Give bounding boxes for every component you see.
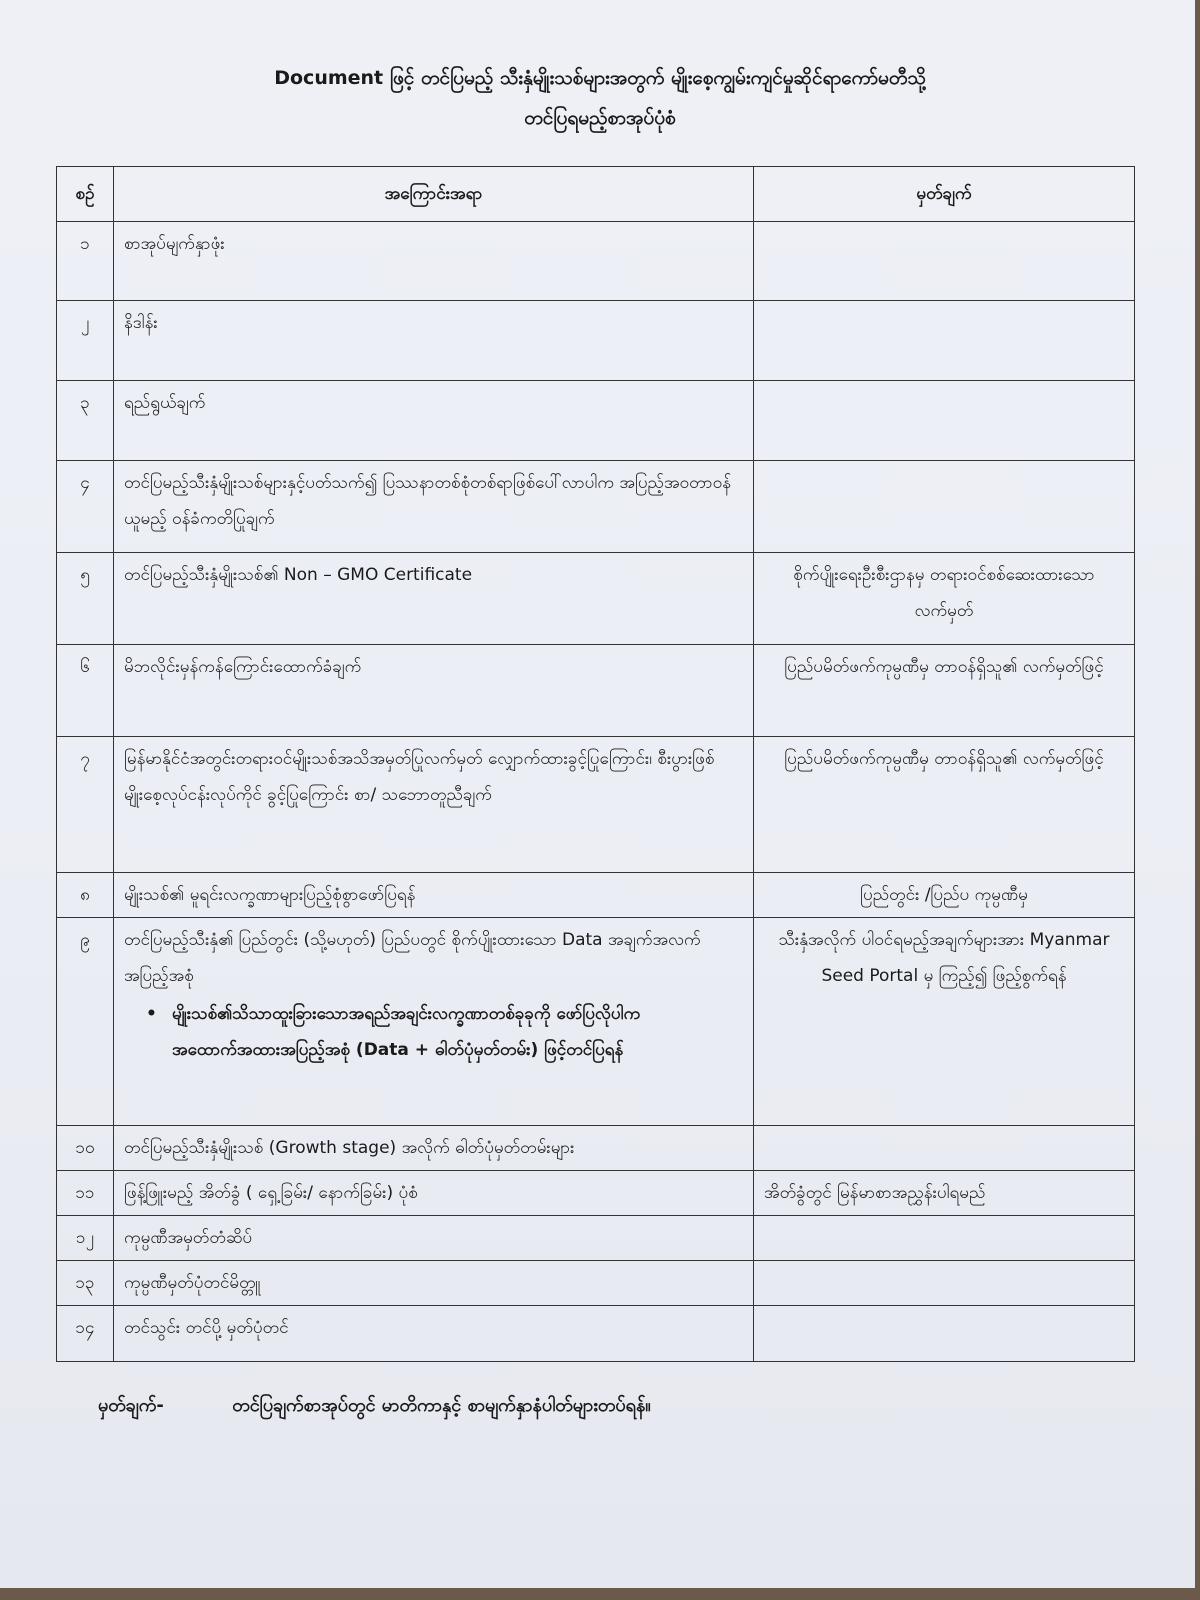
bullet-item xyxy=(146,996,743,1068)
row-remark: ပြည်တွင်း /ပြည်ပ ကုမ္ပဏီမှ xyxy=(754,873,1135,918)
row-subject: ဖြန့်ဖြူးမည့် အိတ်ခွံ ( ရှေ့ခြမ်း/ နောက်ခြမ်း) ပုံစံ xyxy=(114,1171,754,1216)
title-line-1: Document ဖြင့် တင်ပြမည့် သီးနှံမျိုးသစ်များအတွက် မျိုးစေ့ကျွမ်းကျင်မှုဆိုင်ရာကော်မတီသို့ xyxy=(274,67,926,89)
table-row xyxy=(57,645,1135,737)
row-no: ၁၁ xyxy=(57,1171,114,1216)
row-remark xyxy=(754,301,1135,381)
header-remark: မှတ်ချက် xyxy=(754,167,1135,222)
title-line-2: တင်ပြရမည့်စာအုပ်ပုံစံ xyxy=(524,107,676,129)
row-subject: မိဘလိုင်းမှန်ကန်ကြောင်းထောက်ခံချက် xyxy=(114,645,754,737)
row-subject: တင်ပြမည့်သီးနှံမျိုးသစ်များနှင့်ပတ်သက်၍ ပြဿနာတစ်စုံတစ်ရာဖြစ်ပေါ်လာပါက အပြည့်အဝတာဝန်ယူမည့် ဝန်ခံကတိပြုချက် xyxy=(114,461,754,553)
row-no: ၁၄ xyxy=(57,1306,114,1362)
row-remark xyxy=(754,1261,1135,1306)
header-subject: အကြောင်းအရာ xyxy=(114,167,754,222)
row-no: ၂ xyxy=(57,301,114,381)
footer-note xyxy=(98,1393,651,1420)
row-no: ၆ xyxy=(57,645,114,737)
row-subject: ရည်ရွယ်ချက် xyxy=(114,381,754,461)
table-row xyxy=(57,1126,1135,1171)
row-subject-cell xyxy=(114,918,754,1126)
note-text: တင်ပြချက်စာအုပ်တွင် မာတိကာနှင့် စာမျက်နှာနံပါတ်များတပ်ရန်။ xyxy=(232,1395,651,1416)
bullet-text: မျိုးသစ်၏သိသာထူးခြားသောအရည်အချင်းလက္ခဏာတစ်ခုခုကို ဖော်ပြလိုပါက အထောက်အထားအပြည့်အစုံ (Data + ဓါတ်ပုံမှတ်တမ်း) ဖြင့်တင်ပြရန် xyxy=(172,1004,641,1060)
table-row xyxy=(57,381,1135,461)
row-subject: စာအုပ်မျက်နှာဖုံး xyxy=(114,222,754,301)
row-no: ၁၃ xyxy=(57,1261,114,1306)
note-label: မှတ်ချက်- xyxy=(98,1395,164,1416)
row-subject: တင်ပြမည့်သီးနှံမျိုးသစ်၏ Non – GMO Certificate xyxy=(114,553,754,645)
row-no: ၁ xyxy=(57,222,114,301)
row-no: ၃ xyxy=(57,381,114,461)
row-subject: နိဒါန်း xyxy=(114,301,754,381)
table-row xyxy=(57,1171,1135,1216)
table-row xyxy=(57,1306,1135,1362)
row-remark xyxy=(754,1126,1135,1171)
row-subject: ကုမ္ပဏီမှတ်ပုံတင်မိတ္တူ xyxy=(114,1261,754,1306)
document-title xyxy=(0,58,1200,138)
row-no: ၇ xyxy=(57,737,114,873)
table-row xyxy=(57,737,1135,873)
table-row xyxy=(57,918,1135,1126)
row-subject: တင်ပြမည့်သီးနှံမျိုးသစ် (Growth stage) အလိုက် ဓါတ်ပုံမှတ်တမ်းများ xyxy=(114,1126,754,1171)
table-row xyxy=(57,873,1135,918)
row-remark: အိတ်ခွံတွင် မြန်မာစာအညွှန်းပါရမည် xyxy=(754,1171,1135,1216)
row-no: ၈ xyxy=(57,873,114,918)
row-remark: ပြည်ပမိတ်ဖက်ကုမ္ပဏီမှ တာဝန်ရှိသူ၏ လက်မှတ်ဖြင့် xyxy=(754,737,1135,873)
row-remark: သီးနှံအလိုက် ပါဝင်ရမည့်အချက်များအား Myanmar Seed Portal မှ ကြည့်၍ ဖြည့်စွက်ရန် xyxy=(754,918,1135,1126)
row-no: ၁၀ xyxy=(57,1126,114,1171)
row-no: ၁၂ xyxy=(57,1216,114,1261)
table-row xyxy=(57,553,1135,645)
table-row xyxy=(57,1216,1135,1261)
row-remark xyxy=(754,222,1135,301)
row-no: ၉ xyxy=(57,918,114,1126)
row-subject: မြန်မာနိုင်ငံအတွင်းတရားဝင်မျိုးသစ်အသိအမှတ်ပြုလက်မှတ် လျှောက်ထားခွင့်ပြုကြောင်း၊ စီးပွားဖြစ်မျိုးစေ့လုပ်ငန်းလုပ်ကိုင် ခွင့်ပြုကြောင်း စာ/ သဘောတူညီချက် xyxy=(114,737,754,873)
row-remark: စိုက်ပျိုးရေးဦးစီးဌာနမှ တရားဝင်စစ်ဆေးထားသောလက်မှတ် xyxy=(754,553,1135,645)
row-subject: မျိုးသစ်၏ မူရင်းလက္ခဏာများပြည့်စုံစွာဖော်ပြရန် xyxy=(114,873,754,918)
row-subject: တင်သွင်း တင်ပို့ မှတ်ပုံတင် xyxy=(114,1306,754,1362)
row-no: ၅ xyxy=(57,553,114,645)
table-row xyxy=(57,222,1135,301)
row-subject: တင်ပြမည့်သီးနှံ၏ ပြည်တွင်း (သို့မဟုတ်) ပြည်ပတွင် စိုက်ပျိုးထားသော Data အချက်အလက်အပြည့်အစုံ xyxy=(124,930,701,986)
header-no: စဉ် xyxy=(57,167,114,222)
row-subject: ကုမ္ပဏီအမှတ်တံဆိပ် xyxy=(114,1216,754,1261)
bullet-dot-icon: • xyxy=(146,1004,157,1024)
row-remark xyxy=(754,1306,1135,1362)
row-remark xyxy=(754,1216,1135,1261)
row-remark: ပြည်ပမိတ်ဖက်ကုမ္ပဏီမှ တာဝန်ရှိသူ၏ လက်မှတ်ဖြင့် xyxy=(754,645,1135,737)
table-row xyxy=(57,1261,1135,1306)
requirements-table xyxy=(56,166,1135,1362)
table-header-row xyxy=(57,167,1135,222)
row-remark xyxy=(754,461,1135,553)
table-row xyxy=(57,461,1135,553)
row-no: ၄ xyxy=(57,461,114,553)
row-remark xyxy=(754,381,1135,461)
table-row xyxy=(57,301,1135,381)
